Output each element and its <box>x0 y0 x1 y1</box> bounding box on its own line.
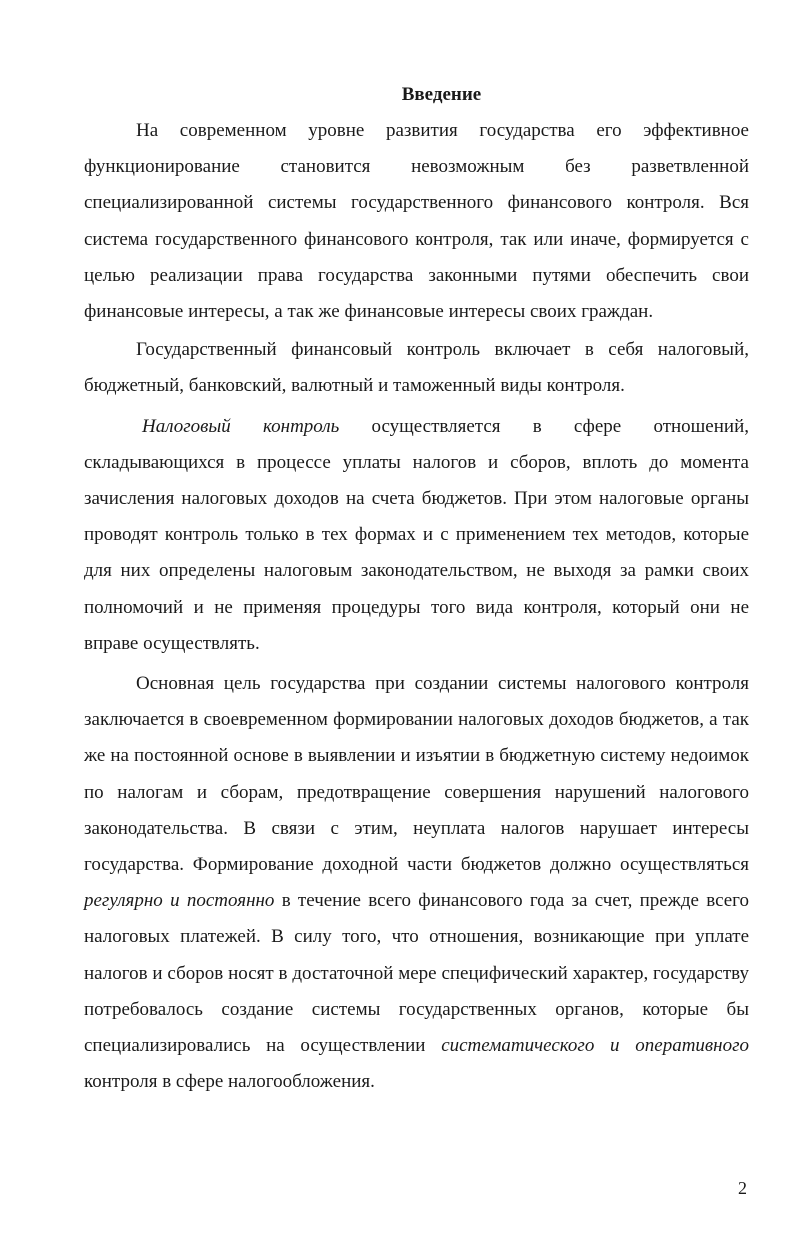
paragraph-4-italic-b: систематического и оперативного <box>441 1035 750 1057</box>
paragraph-1-text: На современном уровне развития государства его эффективное функционирование становится невозможным без разветвленной специализированной системы государственного финансового контроля. Вся система государственного финансового контроля, так или иначе, формируется с целью реализации права государства законными путями обеспечить свои финансовые интересы, а так же финансовые интересы своих граждан. <box>84 120 749 323</box>
paragraph-4 <box>84 666 749 1100</box>
paragraph-3-text: осуществляется в сфере отношений, складывающихся в процессе уплаты налогов и сборов, вплоть до момента зачисления налоговых доходов на счета бюджетов. При этом налоговые органы проводят контроль только в тех формах и с применением тех методов, которые для них определены налоговым законодательством, не выходя за рамки своих полномочий и не применяя процедуры того вида контроля, который они не вправе осуществлять. <box>84 415 749 654</box>
page-title: Введение <box>401 84 482 105</box>
document-body <box>84 113 749 1100</box>
paragraph-3-italic-term: Налоговый контроль <box>142 415 340 437</box>
paragraph-1 <box>84 113 749 330</box>
paragraph-2-text: Государственный финансовый контроль включает в себя налоговый, бюджетный, банковский, валютный и таможенный виды контроля. <box>84 339 749 397</box>
paragraph-4-text-b: в течение всего финансового года за счет, прежде всего налоговых платежей. В силу того, что отношения, возникающие при уплате налогов и сборов носят в достаточной мере специфический характер, государству потребовалось создание системы государственных органов, которые бы специализировались на осуществлении <box>84 890 749 1057</box>
paragraph-4-text-c: контроля в сфере налогообложения. <box>84 1071 375 1093</box>
paragraph-4-italic-a: регулярно и постоянно <box>84 890 275 912</box>
paragraph-2 <box>84 332 749 404</box>
page-number: 2 <box>738 1178 747 1198</box>
paragraph-4-text-a: Основная цель государства при создании системы налогового контроля заключается в своевременном формировании налоговых доходов бюджетов, а так же на постоянной основе в выявлении и изъятии в бюджетную систему недоимок по налогам и сборам, предотвращение совершения нарушений налогового законодательства. В связи с этим, неуплата налогов нарушает интересы государства. Формирование доходной части бюджетов должно осуществляться <box>84 673 749 876</box>
paragraph-3 <box>84 409 749 662</box>
